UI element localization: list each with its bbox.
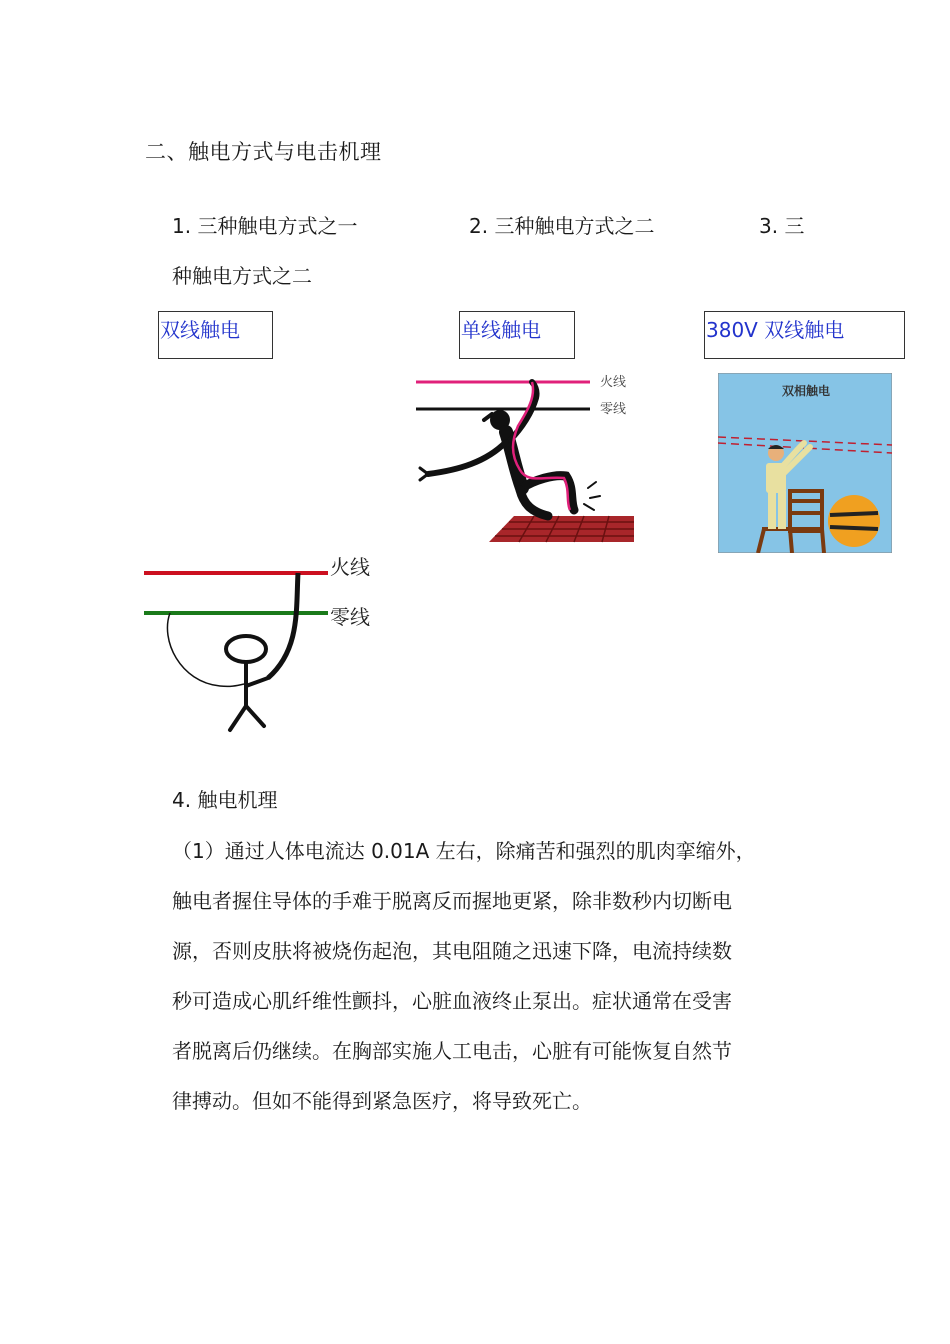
paragraph-line: 律搏动。但如不能得到紧急医疗，将导致死亡。: [172, 1089, 592, 1113]
mechanism-heading: 4. 触电机理: [172, 788, 278, 812]
paragraph-line: （1）通过人体电流达 0.01A 左右，除痛苦和强烈的肌肉挛缩外，: [172, 839, 756, 863]
paragraph-line: 触电者握住导体的手难于脱离反而握地更紧，除非数秒内切断电: [172, 889, 732, 913]
paragraph-line: 者脱离后仍继续。在胸部实施人工电击，心脏有可能恢复自然节: [172, 1039, 732, 1063]
mechanism-paragraph: [172, 826, 812, 1126]
neutral-wire-label: 零线: [330, 605, 370, 629]
subheading-method-1: 1. 三种触电方式之一: [172, 214, 358, 238]
neutral-wire-label: 零线: [600, 402, 627, 417]
label-single-line-contact: 单线触电: [459, 311, 575, 359]
double-line-contact-illustration: [140, 550, 390, 735]
roof-tiles: [489, 516, 634, 542]
subheading-method-3-continued: 种触电方式之二: [172, 264, 312, 288]
paragraph-line: 秒可造成心肌纤维性颤抖，心脏血液终止泵出。症状通常在受害: [172, 989, 732, 1013]
magnified-wire-detail: [828, 495, 880, 547]
paragraph-line: 源，否则皮肤将被烧伤起泡，其电阻随之迅速下降，电流持续数: [172, 939, 732, 963]
label-380v-double-line-contact: 380V 双线触电: [704, 311, 905, 359]
stick-figure: [226, 636, 268, 730]
two-phase-contact-illustration: [718, 373, 892, 553]
hand-touching-live-wire: [268, 573, 298, 678]
label-double-line-contact: 双线触电: [158, 311, 273, 359]
live-wire-label: 火线: [600, 375, 627, 390]
two-phase-title: 双相触电: [782, 384, 831, 398]
subheading-method-2: 2. 三种触电方式之二: [469, 214, 655, 238]
live-wire-label: 火线: [330, 555, 370, 579]
person-silhouette: [420, 382, 600, 516]
wire-to-neutral: [167, 613, 244, 686]
single-line-contact-illustration: [414, 370, 644, 545]
subheading-method-3: 3. 三: [759, 214, 805, 238]
section-title: 二、触电方式与电击机理: [145, 140, 382, 164]
